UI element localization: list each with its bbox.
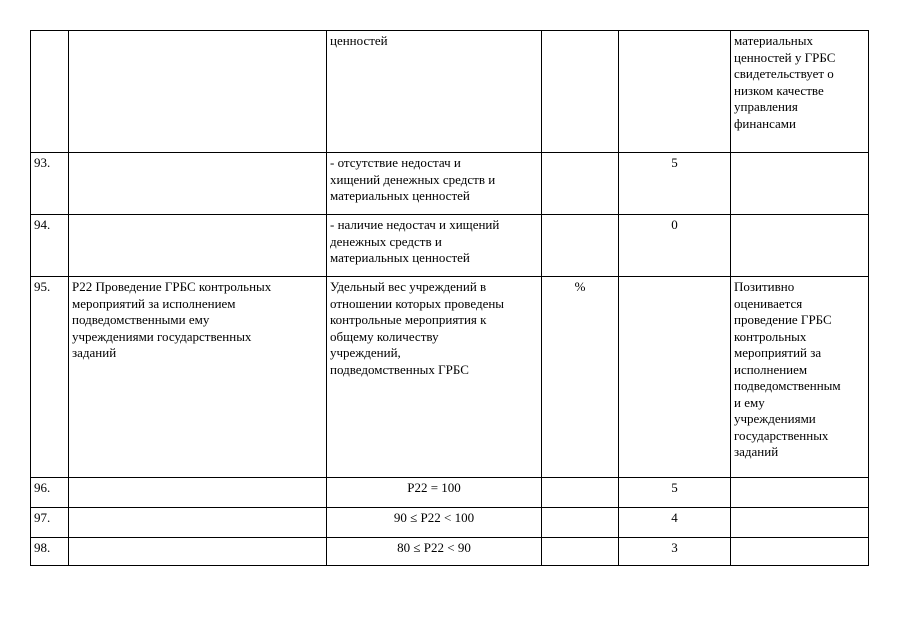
indicator-cell xyxy=(69,215,327,277)
comment-line: мероприятий за xyxy=(734,345,822,360)
criterion-line: общему количеству xyxy=(330,328,439,344)
score-cell: 4 xyxy=(619,508,731,538)
comment-cell xyxy=(731,277,869,478)
indicator-cell xyxy=(69,153,327,215)
score-cell xyxy=(619,277,731,478)
criterion-line: P22 = 100 xyxy=(407,480,461,495)
criterion-line: материальных ценностей xyxy=(330,188,470,203)
criterion-cell xyxy=(327,508,542,538)
criterion-cell xyxy=(327,215,542,277)
indicator-cell xyxy=(69,508,327,538)
comment-line: подведомственным xyxy=(734,378,841,393)
comment-line: исполнением xyxy=(734,361,808,377)
unit-cell xyxy=(542,538,619,566)
unit-cell xyxy=(542,478,619,508)
criterion-cell xyxy=(327,153,542,215)
table-row xyxy=(31,215,869,277)
comment-line: и ему xyxy=(734,394,765,410)
indicator-cell xyxy=(69,31,327,153)
indicator-line: P22 Проведение ГРБС контрольных xyxy=(72,279,272,294)
indicator-line: учреждениями государственных xyxy=(72,328,252,344)
comment-line: оценивается xyxy=(734,295,803,311)
criterion-line: Удельный вес учреждений в xyxy=(330,279,487,294)
criterion-line: контрольные мероприятия к xyxy=(330,312,487,327)
row-number: 95. xyxy=(31,277,69,478)
criterion-line: ценностей xyxy=(330,33,388,48)
comment-cell xyxy=(731,153,869,215)
criteria-table xyxy=(30,30,869,566)
row-number: 96. xyxy=(31,478,69,508)
comment-cell xyxy=(731,508,869,538)
row-number: 94. xyxy=(31,215,69,277)
comment-line: финансами xyxy=(734,115,796,131)
comment-cell xyxy=(731,31,869,153)
criterion-line: подведомственных ГРБС xyxy=(330,361,469,377)
criterion-line: 80 ≤ P22 < 90 xyxy=(397,540,471,555)
unit-cell: % xyxy=(542,277,619,478)
row-number: 97. xyxy=(31,508,69,538)
unit-cell xyxy=(542,153,619,215)
table-row xyxy=(31,538,869,566)
criterion-line: отношении которых проведены xyxy=(330,295,505,311)
criterion-line: - отсутствие недостач и xyxy=(330,155,461,170)
score-cell: 5 xyxy=(619,478,731,508)
score-cell: 5 xyxy=(619,153,731,215)
table-row xyxy=(31,508,869,538)
criterion-line: денежных средств и xyxy=(330,233,442,249)
comment-line: проведение ГРБС xyxy=(734,312,832,327)
row-number: 93. xyxy=(31,153,69,215)
indicator-line: подведомственными ему xyxy=(72,312,210,327)
comment-line: заданий xyxy=(734,444,779,459)
comment-cell xyxy=(731,215,869,277)
indicator-cell xyxy=(69,478,327,508)
criterion-cell xyxy=(327,538,542,566)
comment-line: низком качестве xyxy=(734,82,824,98)
comment-line: Позитивно xyxy=(734,279,795,294)
criterion-cell xyxy=(327,31,542,153)
score-cell xyxy=(619,31,731,153)
criterion-cell xyxy=(327,478,542,508)
comment-cell xyxy=(731,538,869,566)
row-number: 98. xyxy=(31,538,69,566)
indicator-cell xyxy=(69,277,327,478)
criterion-line: - наличие недостач и хищений xyxy=(330,217,500,232)
score-cell: 3 xyxy=(619,538,731,566)
comment-line: ценностей у ГРБС xyxy=(734,49,836,65)
criterion-line: 90 ≤ P22 < 100 xyxy=(393,510,475,525)
criterion-cell xyxy=(327,277,542,478)
table-row xyxy=(31,153,869,215)
score-cell: 0 xyxy=(619,215,731,277)
criterion-line: учреждений, xyxy=(330,345,401,360)
comment-line: управления xyxy=(734,99,798,114)
comment-line: материальных xyxy=(734,33,813,48)
comment-cell xyxy=(731,478,869,508)
unit-cell xyxy=(542,31,619,153)
criterion-line: хищений денежных средств и xyxy=(330,171,496,187)
table-row xyxy=(31,277,869,478)
table-row xyxy=(31,31,869,153)
unit-cell xyxy=(542,215,619,277)
comment-line: государственных xyxy=(734,427,829,443)
row-number xyxy=(31,31,69,153)
indicator-line: заданий xyxy=(72,345,117,360)
indicator-line: мероприятий за исполнением xyxy=(72,295,236,311)
unit-cell xyxy=(542,508,619,538)
comment-line: контрольных xyxy=(734,328,807,344)
indicator-cell xyxy=(69,538,327,566)
table-row xyxy=(31,478,869,508)
comment-line: свидетельствует о xyxy=(734,66,834,81)
criterion-line: материальных ценностей xyxy=(330,250,470,265)
comment-line: учреждениями xyxy=(734,411,816,426)
